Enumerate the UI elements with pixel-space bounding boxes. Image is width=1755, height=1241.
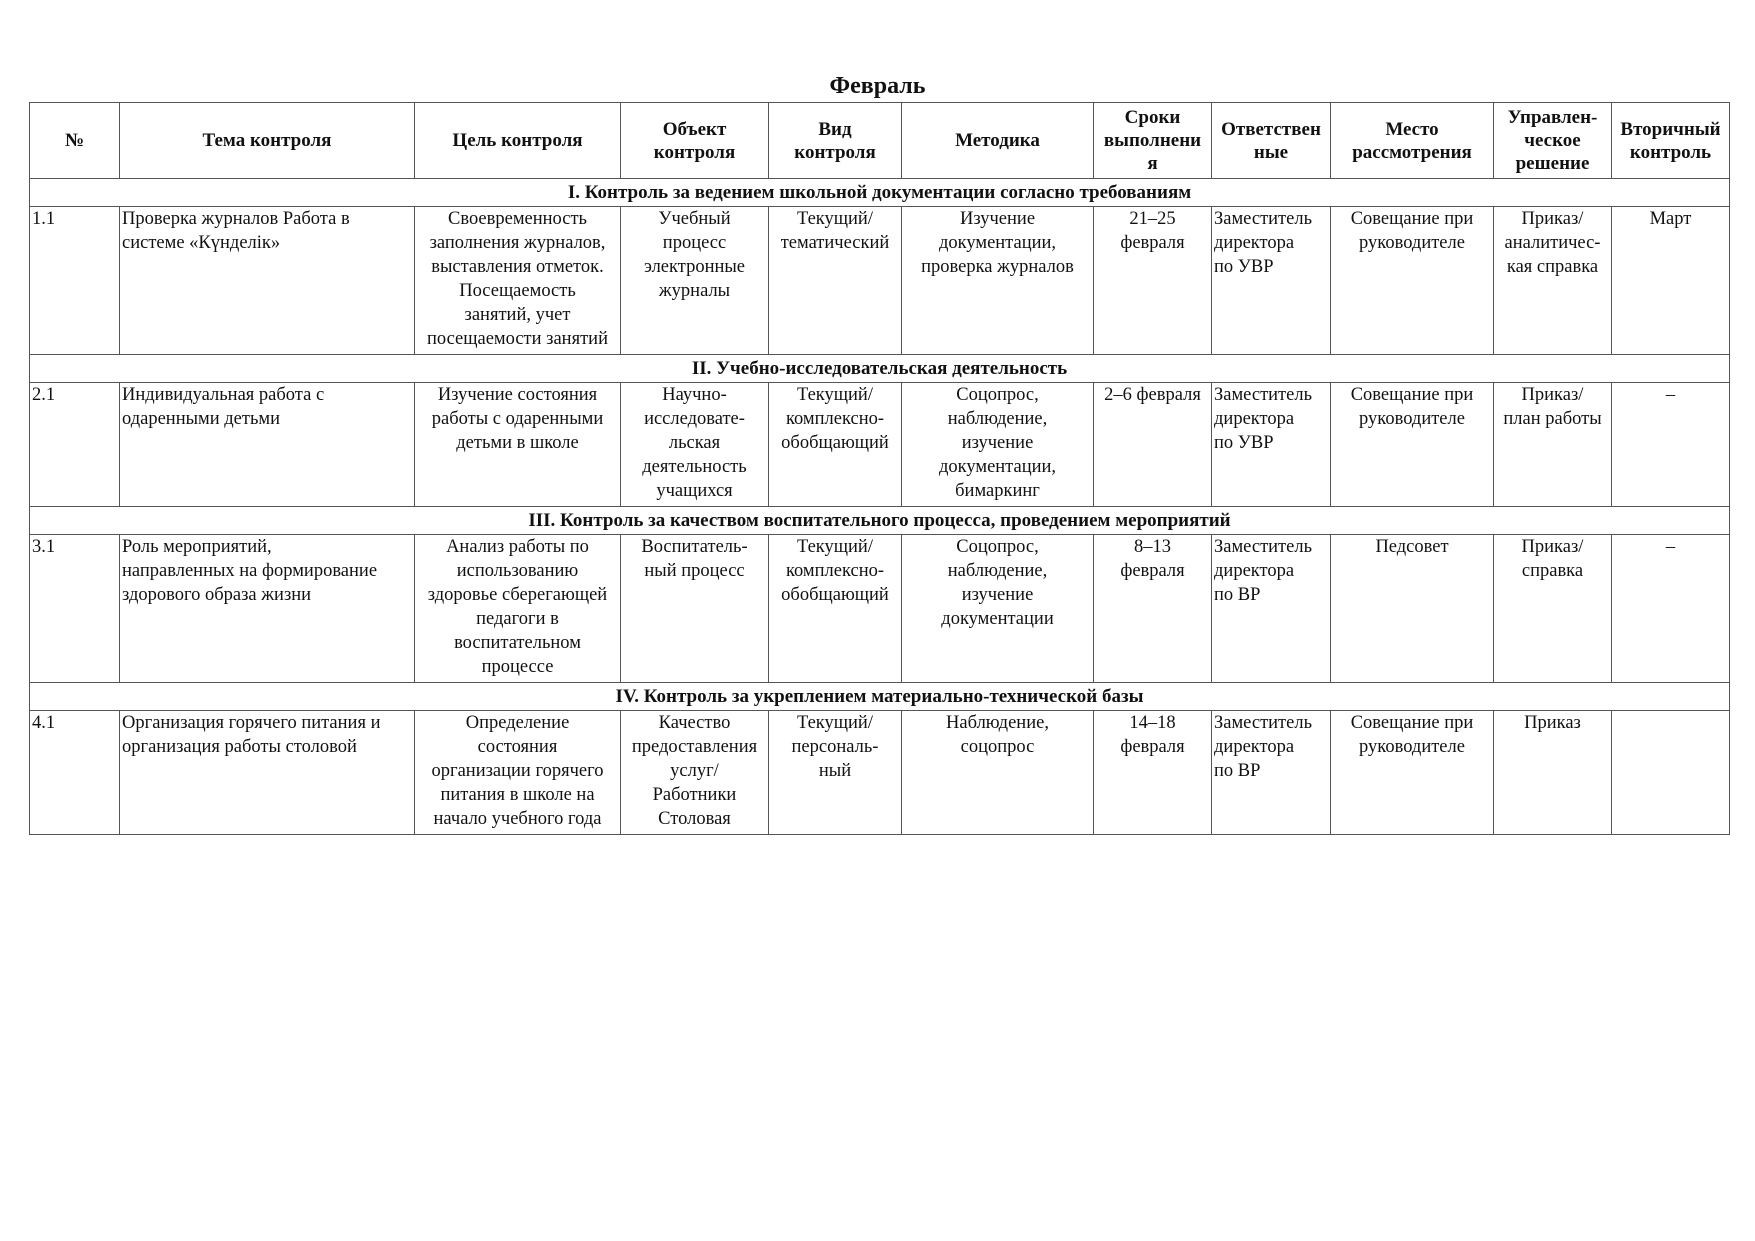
section-title: IV. Контроль за укреплением материально-технической базы (30, 683, 1730, 711)
cell-goal: Определение состояния организации горячего питания в школе на начало учебного года (415, 711, 621, 835)
header-method: Методика (902, 103, 1094, 179)
cell-terms: 21–25 февраля (1094, 207, 1212, 355)
header-goal: Цель контроля (415, 103, 621, 179)
cell-terms: 8–13 февраля (1094, 535, 1212, 683)
cell-place: Совещание при руководителе (1331, 207, 1494, 355)
section-row (30, 179, 1730, 207)
cell-num: 2.1 (30, 383, 120, 507)
cell-responsible: Заместитель директора по УВР (1212, 207, 1331, 355)
cell-kind: Текущий/ комплексно- обобщающий (769, 383, 902, 507)
table-row (30, 207, 1730, 355)
cell-kind: Текущий/ тематический (769, 207, 902, 355)
cell-method: Соцопрос, наблюдение, изучение документации, бимаркинг (902, 383, 1094, 507)
cell-method: Изучение документации, проверка журналов (902, 207, 1094, 355)
cell-decision: Приказ/ аналитичес- кая справка (1494, 207, 1612, 355)
header-row (30, 103, 1730, 179)
cell-topic: Индивидуальная работа с одаренными детьми (120, 383, 415, 507)
table-row (30, 711, 1730, 835)
cell-decision: Приказ/ справка (1494, 535, 1612, 683)
section-title: III. Контроль за качеством воспитательного процесса, проведением мероприятий (30, 507, 1730, 535)
table-row (30, 535, 1730, 683)
header-topic: Тема контроля (120, 103, 415, 179)
cell-responsible: Заместитель директора по ВР (1212, 535, 1331, 683)
header-num: № (30, 103, 120, 179)
cell-place: Совещание при руководителе (1331, 711, 1494, 835)
header-object: Объект контроля (621, 103, 769, 179)
section-row (30, 683, 1730, 711)
cell-secondary: Март (1612, 207, 1730, 355)
cell-num: 1.1 (30, 207, 120, 355)
cell-goal: Изучение состояния работы с одаренными детьми в школе (415, 383, 621, 507)
cell-responsible: Заместитель директора по ВР (1212, 711, 1331, 835)
section-row (30, 355, 1730, 383)
cell-place: Совещание при руководителе (1331, 383, 1494, 507)
cell-method: Наблюдение, соцопрос (902, 711, 1094, 835)
header-place: Место рассмотрения (1331, 103, 1494, 179)
header-kind: Вид контроля (769, 103, 902, 179)
cell-object: Воспитатель- ный процесс (621, 535, 769, 683)
section-title: II. Учебно-исследовательская деятельность (30, 355, 1730, 383)
cell-secondary: – (1612, 535, 1730, 683)
cell-object: Качество предоставления услуг/ Работники Столовая (621, 711, 769, 835)
cell-decision: Приказ (1494, 711, 1612, 835)
header-decision: Управлен- ческое решение (1494, 103, 1612, 179)
cell-goal: Своевременность заполнения журналов, выставления отметок. Посещаемость занятий, учет посещаемости занятий (415, 207, 621, 355)
section-title: I. Контроль за ведением школьной документации согласно требованиям (30, 179, 1730, 207)
header-secondary: Вторичный контроль (1612, 103, 1730, 179)
cell-goal: Анализ работы по использованию здоровье сберегающей педагоги в воспитательном процессе (415, 535, 621, 683)
table-row (30, 383, 1730, 507)
cell-num: 3.1 (30, 535, 120, 683)
cell-secondary (1612, 711, 1730, 835)
cell-place: Педсовет (1331, 535, 1494, 683)
control-plan-table (29, 102, 1730, 835)
cell-method: Соцопрос, наблюдение, изучение документации (902, 535, 1094, 683)
header-responsible: Ответствен ные (1212, 103, 1331, 179)
cell-secondary: – (1612, 383, 1730, 507)
cell-kind: Текущий/ персональ- ный (769, 711, 902, 835)
cell-kind: Текущий/ комплексно- обобщающий (769, 535, 902, 683)
cell-object: Научно- исследовате- льская деятельность учащихся (621, 383, 769, 507)
cell-num: 4.1 (30, 711, 120, 835)
cell-responsible: Заместитель директора по УВР (1212, 383, 1331, 507)
page-title: Февраль (829, 73, 926, 99)
cell-object: Учебный процесс электронные журналы (621, 207, 769, 355)
header-terms: Сроки выполнени я (1094, 103, 1212, 179)
cell-topic: Организация горячего питания и организация работы столовой (120, 711, 415, 835)
cell-terms: 14–18 февраля (1094, 711, 1212, 835)
cell-decision: Приказ/ план работы (1494, 383, 1612, 507)
cell-topic: Проверка журналов Работа в системе «Күнделік» (120, 207, 415, 355)
cell-terms: 2–6 февраля (1094, 383, 1212, 507)
section-row (30, 507, 1730, 535)
cell-topic: Роль мероприятий, направленных на формирование здорового образа жизни (120, 535, 415, 683)
